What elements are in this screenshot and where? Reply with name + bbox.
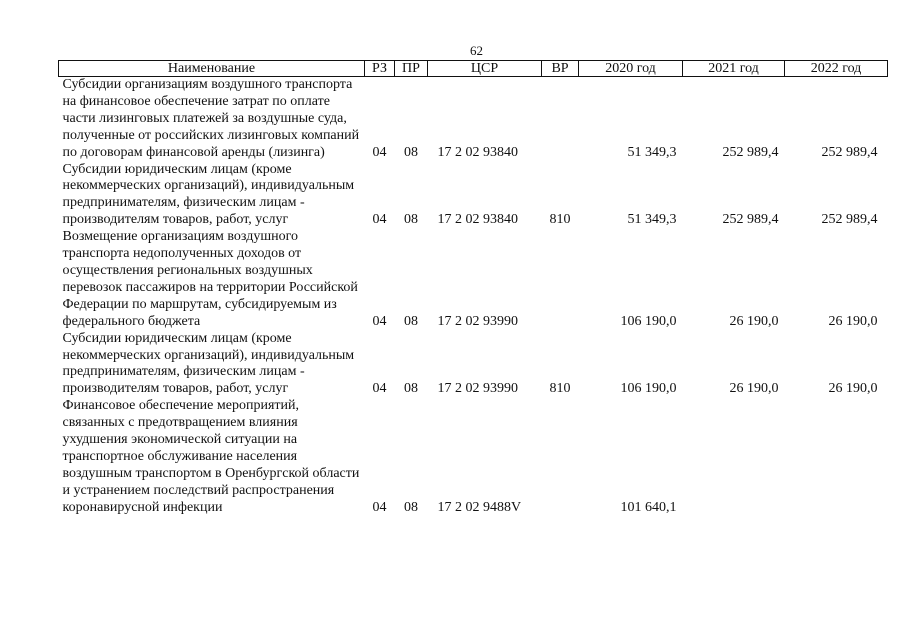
row-value-2020: 106 190,0 [620, 313, 677, 329]
row-name: Финансовое обеспечение мероприятий, связанных с предотвращением влияния ухудшения экономической ситуации на транспортное обслуживание населения воздушным транспортом в Оренбургской области и устранением последствий распространения коронавирусной инфекции [62, 398, 360, 515]
row-rz: 04 [372, 144, 387, 160]
table-header-row [59, 61, 888, 77]
row-value-2020: 106 190,0 [620, 381, 677, 397]
row-rz: 04 [372, 381, 387, 397]
row-pr: 08 [404, 381, 418, 397]
header-year-2020: 2020 год [579, 61, 683, 77]
table-row [59, 162, 888, 230]
row-rz: 04 [372, 212, 387, 228]
row-name: Субсидии организациям воздушного транспорта на финансовое обеспечение затрат по оплате части лизинговых платежей за воздушные суда, полученные от российских лизинговых компаний по договорам финансовой аренды (лизинга) [62, 77, 360, 160]
table-row [59, 331, 888, 399]
row-value-2021: 252 989,4 [722, 144, 779, 160]
row-value-2022: 252 989,4 [821, 212, 878, 228]
table-row [59, 77, 888, 162]
row-pr: 08 [404, 144, 418, 160]
header-year-2021: 2021 год [683, 61, 785, 77]
row-name: Возмещение организациям воздушного транспорта недополученных доходов от осуществления региональных воздушных перевозок пассажиров на территории Российской Федерации по маршрутам, субсидируемым из федерального бюджета [62, 229, 358, 329]
header-csr: ЦСР [428, 61, 542, 77]
row-value-2022: 26 190,0 [828, 313, 878, 329]
budget-table [58, 60, 888, 517]
row-csr: 17 2 02 93990 [437, 381, 518, 397]
row-value-2022: 26 190,0 [828, 381, 878, 397]
row-value-2020: 51 349,3 [627, 144, 677, 160]
row-vr [542, 398, 579, 516]
row-vr [542, 77, 579, 162]
row-value-2022 [785, 398, 888, 516]
row-csr: 17 2 02 93840 [437, 144, 518, 160]
row-csr: 17 2 02 93990 [437, 313, 518, 329]
row-vr: 810 [549, 212, 571, 228]
header-vr: ВР [542, 61, 579, 77]
row-name: Субсидии юридическим лицам (кроме некоммерческих организаций), индивидуальным предпринимателям, физическим лицам - производителям товаров, работ, услуг [62, 330, 355, 397]
row-value-2021: 26 190,0 [729, 381, 779, 397]
table-row [59, 229, 888, 330]
row-vr: 810 [549, 381, 571, 397]
row-rz: 04 [372, 499, 387, 515]
row-value-2020: 51 349,3 [627, 212, 677, 228]
row-rz: 04 [372, 313, 387, 329]
header-name: Наименование [59, 61, 365, 77]
header-pr: ПР [395, 61, 428, 77]
row-value-2021: 252 989,4 [722, 212, 779, 228]
row-value-2021 [683, 398, 785, 516]
page-number: 62 [470, 43, 483, 58]
row-pr: 08 [404, 212, 418, 228]
row-pr: 08 [404, 313, 418, 329]
row-pr: 08 [404, 499, 418, 515]
row-value-2022: 252 989,4 [821, 144, 878, 160]
row-name: Субсидии юридическим лицам (кроме некоммерческих организаций), индивидуальным предпринимателям, физическим лицам - производителям товаров, работ, услуг [62, 161, 355, 228]
header-year-2022: 2022 год [785, 61, 888, 77]
row-value-2021: 26 190,0 [729, 313, 779, 329]
row-value-2020: 101 640,1 [620, 499, 677, 515]
header-rz: РЗ [365, 61, 395, 77]
row-csr: 17 2 02 93840 [437, 212, 518, 228]
row-csr: 17 2 02 9488V [437, 499, 522, 515]
row-vr [542, 229, 579, 330]
table-row [59, 398, 888, 516]
